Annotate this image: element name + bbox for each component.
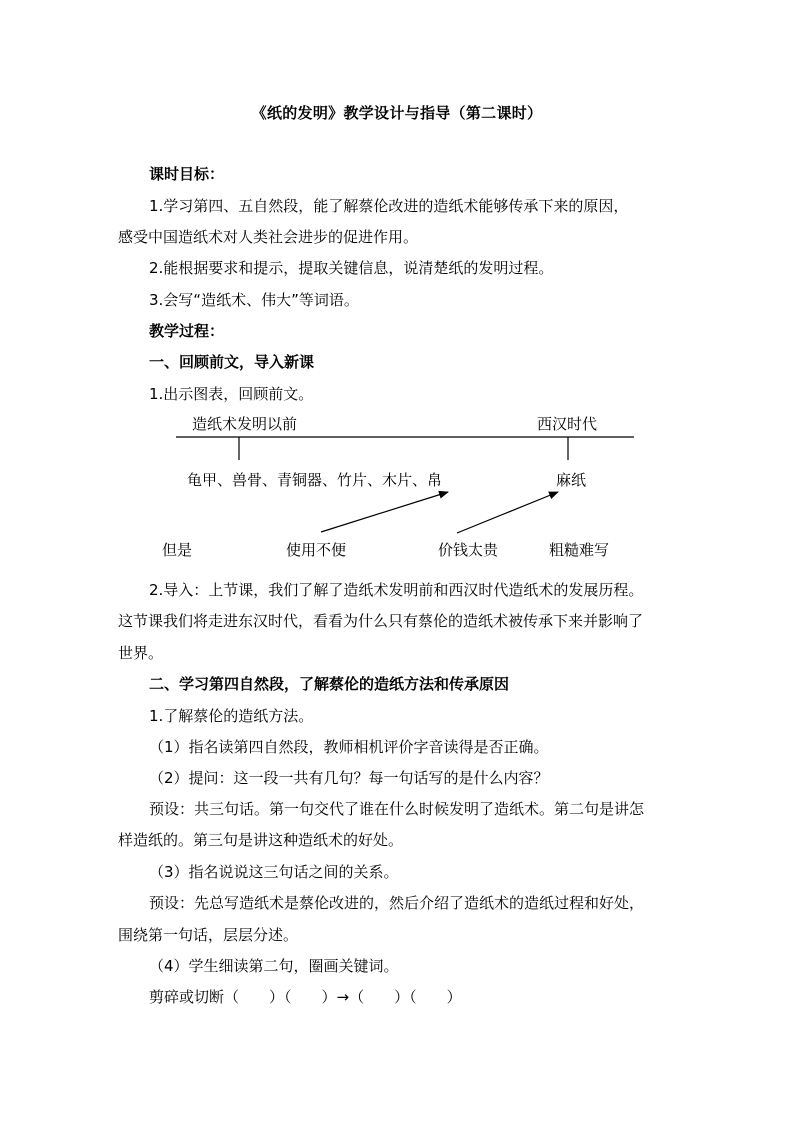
label-but: 但是: [162, 541, 193, 559]
section-2-sub-3: （3）指名说说这三句话之间的关系。: [149, 863, 399, 881]
preset-2-line-1: 预设：先总写造纸术是蔡伦改进的，然后介绍了造纸术的造纸过程和好处，: [149, 894, 645, 912]
section-1-item-2-line-3: 世界。: [118, 644, 164, 662]
fill-in-steps: 剪碎或切断（ ）（ ）→（ ）（ ）: [149, 988, 462, 1006]
arrow-inconvenient: [321, 492, 448, 532]
preset-1-line-1: 预设：共三句话。第一句交代了谁在什么时候发明了造纸术。第二句是讲怎: [149, 800, 645, 818]
goal-3: 3.会写“造纸术、伟大”等词语。: [149, 291, 359, 309]
goals-heading: 课时目标：: [149, 165, 225, 183]
label-expensive: 价钱太贵: [438, 541, 499, 559]
process-heading: 教学过程：: [149, 322, 225, 340]
label-before-invention: 造纸术发明以前: [192, 415, 298, 433]
section-2-sub-2: （2）提问：这一段一共有几句？每一句话写的是什么内容？: [149, 769, 549, 787]
section-2-item-1: 1.了解蔡伦的造纸方法。: [149, 707, 314, 725]
section-1-heading: 一、回顾前文，导入新课: [149, 353, 315, 371]
preset-1-line-2: 样造纸的。第三句是讲这种造纸术的好处。: [118, 831, 404, 849]
label-rough: 粗糙难写: [549, 541, 610, 559]
section-1-item-2-line-2: 这节课我们将走进东汉时代，看看为什么只有蔡伦的造纸术被传承下来并影响了: [118, 612, 644, 630]
goal-1-line-1: 1.学习第四、五自然段，能了解蔡伦改进的造纸术能够传承下来的原因，: [149, 197, 629, 215]
section-1-item-2-line-1: 2.导入：上节课，我们了解了造纸术发明前和西汉时代造纸术的发展历程。: [149, 581, 644, 599]
label-materials: 龟甲、兽骨、青铜器、竹片、木片、帛: [187, 471, 443, 489]
section-2-heading: 二、学习第四自然段，了解蔡伦的造纸方法和传承原因: [149, 675, 510, 693]
arrow-expensive: [457, 492, 558, 533]
preset-2-line-2: 围绕第一句话，层层分述。: [118, 926, 299, 944]
label-western-han: 西汉时代: [537, 415, 598, 433]
section-1-item-1: 1.出示图表，回顾前文。: [149, 385, 314, 403]
label-inconvenient: 使用不便: [286, 541, 347, 559]
document-title: 《纸的发明》教学设计与指导（第二课时）: [251, 104, 543, 122]
goal-1-line-2: 感受中国造纸术对人类社会进步的促进作用。: [118, 228, 419, 246]
section-2-sub-4: （4）学生细读第二句，圈画关键词。: [149, 957, 399, 975]
label-hemp-paper: 麻纸: [556, 471, 587, 489]
goal-2: 2.能根据要求和提示，提取关键信息，说清楚纸的发明过程。: [149, 259, 554, 277]
section-2-sub-1: （1）指名读第四自然段，教师相机评价字音读得是否正确。: [149, 738, 549, 756]
